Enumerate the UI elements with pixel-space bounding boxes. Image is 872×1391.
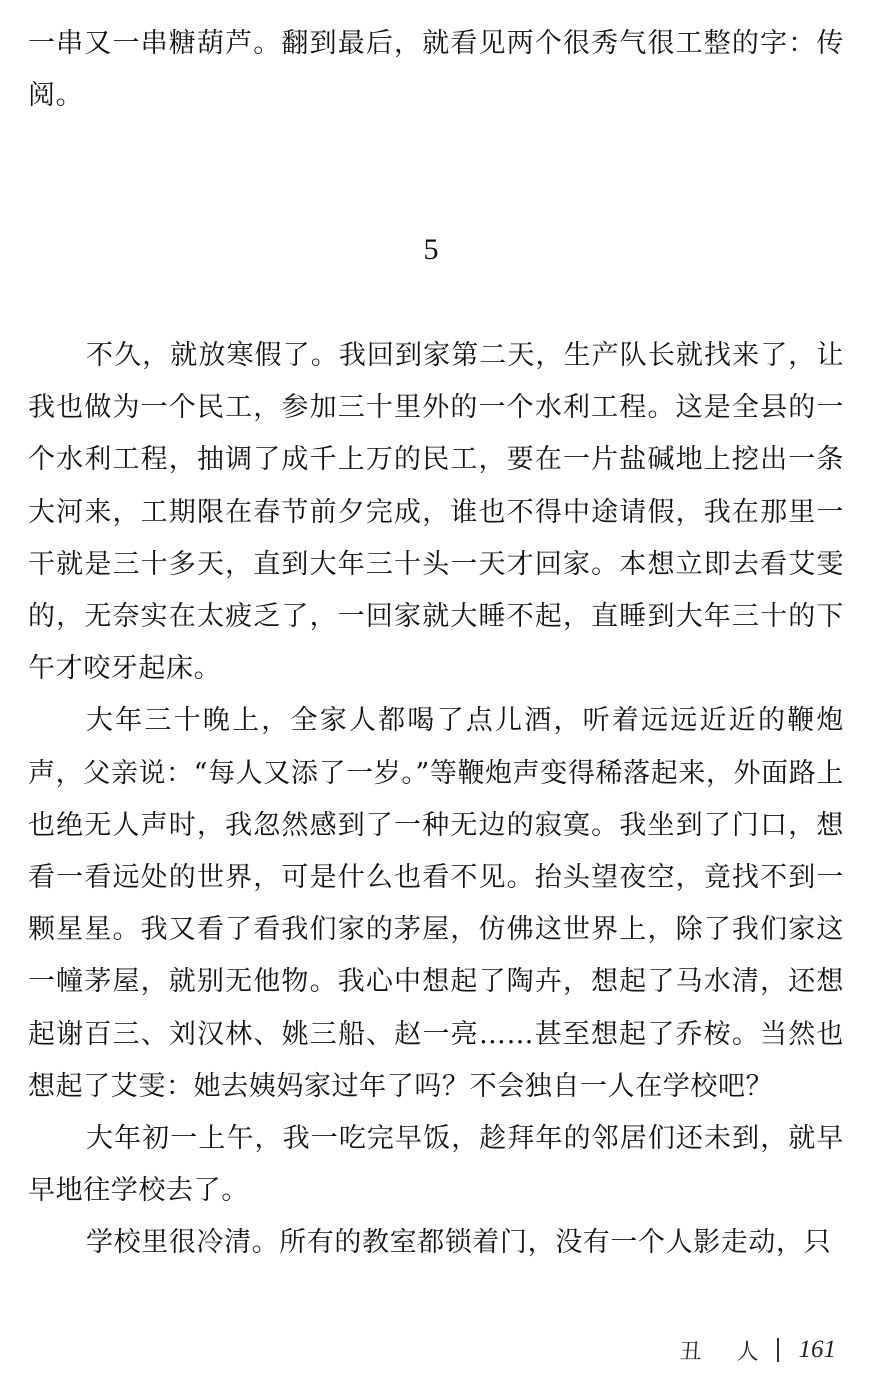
page-footer [680, 1330, 837, 1370]
running-title: 丑 人 [679, 1339, 773, 1365]
page-number: 161 [798, 1336, 836, 1363]
paragraph: 学校里很冷清。所有的教室都锁着门，没有一个人影走动，只 [86, 1227, 832, 1259]
paragraph-continuation: 一串又一串糖葫芦。翻到最后，就看见两个很秀气很工整的字：传阅。 [28, 28, 844, 112]
paragraph: 大年三十晚上，全家人都喝了点儿酒，听着远远近近的鞭炮声，父亲说：“每人又添了一岁。”等鞭炮声变得稀落起来，外面路上也绝无人声时，我忽然感到了一种无边的寂寞。我坐到了门口，想看一看远处的世界，可是什么也看不见。抬头望夜空，竟找不到一颗星星。我又看了看我们家的茅屋，仿佛这世界上，除了我们家这一幢茅屋，就别无他物。我心中想起了陶卉，想起了马水清，还想起谢百三、刘汉林、姚三船、赵一亮……甚至想起了乔桉。当然也想起了艾雯：她去姨妈家过年了吗？不会独自一人在学校吧？ [28, 705, 844, 1102]
section-number: 5 [423, 233, 439, 266]
paragraph: 不久，就放寒假了。我回到家第二天，生产队长就找来了，让我也做为一个民工，参加三十里外的一个水利工程。这是全县的一个水利工程，抽调了成千上万的民工，要在一片盐碱地上挖出一条大河来，工期限在春节前夕完成，谁也不得中途请假，我在那里一干就是三十多天，直到大年三十头一天才回家。本想立即去看艾雯的，无奈实在太疲乏了，一回家就大睡不起，直睡到大年三十的下午才咬牙起床。 [28, 340, 844, 685]
footer-divider [777, 1338, 779, 1362]
paragraph: 大年初一上午，我一吃完早饭，趁拜年的邻居们还未到，就早早地往学校去了。 [28, 1123, 844, 1207]
continued-paragraph [28, 18, 844, 122]
section-body [28, 330, 844, 1270]
